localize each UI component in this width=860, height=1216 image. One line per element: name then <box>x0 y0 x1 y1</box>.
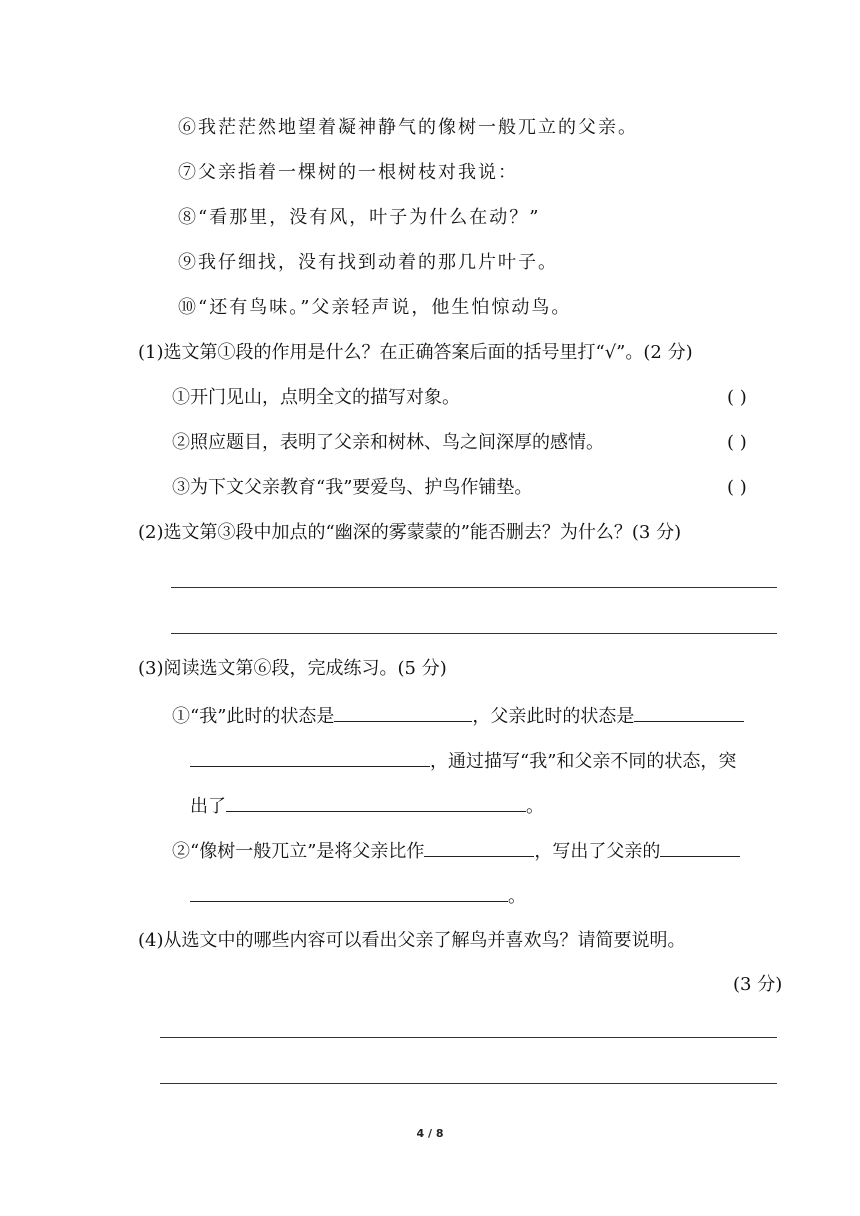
q3-p1-text-c: ，通过描写“我”和父亲不同的状态，突 <box>430 751 737 772</box>
blank-father-state[interactable] <box>634 703 744 722</box>
question-4-stem: (4)从选文中的哪些内容可以看出父亲了解鸟并喜欢鸟？请简要说明。 <box>138 930 686 951</box>
blank-father-trait[interactable] <box>660 838 740 857</box>
page-number: 4 / 8 <box>416 1127 444 1140</box>
question-1-option-3: ③为下文父亲教育“我”要爱鸟、护鸟作铺垫。 <box>172 477 533 498</box>
question-3-part-1-line-1 <box>172 703 744 729</box>
question-3-part-1-line-2 <box>190 748 736 774</box>
blank-highlights[interactable] <box>226 793 526 812</box>
passage-line-8: ⑧“看那里，没有风，叶子为什么在动？” <box>178 207 541 228</box>
question-4-score: (3 分) <box>733 974 783 995</box>
passage-line-6: ⑥我茫茫然地望着凝神静气的像树一般兀立的父亲。 <box>178 117 638 138</box>
question-1-option-2: ②照应题目，表明了父亲和树林、鸟之间深厚的感情。 <box>172 432 604 453</box>
q3-p1-text-a: ①“我”此时的状态是 <box>172 706 335 727</box>
answer-line-q4-1[interactable] <box>160 1037 777 1038</box>
q3-p2-text-c: 。 <box>508 886 526 907</box>
answer-bracket-3[interactable]: ( ) <box>727 477 747 498</box>
q3-p1-text-e: 。 <box>526 796 544 817</box>
answer-line-q4-2[interactable] <box>160 1083 777 1084</box>
passage-line-10: ⑩“还有鸟味。”父亲轻声说，他生怕惊动鸟。 <box>178 297 572 318</box>
q3-p1-text-b: ，父亲此时的状态是 <box>472 706 635 727</box>
question-1-stem: (1)选文第①段的作用是什么？在正确答案后面的括号里打“√”。(2 分) <box>138 342 693 363</box>
blank-father-state-cont[interactable] <box>190 748 430 767</box>
question-3-part-1-line-3 <box>190 793 544 819</box>
q3-p1-text-d: 出了 <box>190 796 226 817</box>
blank-father-trait-cont[interactable] <box>190 883 508 902</box>
q3-p2-text-a: ②“像树一般兀立”是将父亲比作 <box>172 841 425 862</box>
answer-bracket-1[interactable]: ( ) <box>727 387 747 408</box>
question-3-stem: (3)阅读选文第⑥段，完成练习。(5 分) <box>138 658 447 679</box>
question-3-part-2-line-2 <box>190 883 526 909</box>
answer-line-q2-1[interactable] <box>171 587 777 588</box>
blank-my-state[interactable] <box>334 703 472 722</box>
question-2-stem: (2)选文第③段中加点的“幽深的雾蒙蒙的”能否删去？为什么？(3 分) <box>138 522 682 543</box>
question-3-part-2-line-1 <box>172 838 740 864</box>
q3-p2-text-b: ，写出了父亲的 <box>534 841 661 862</box>
question-1-option-1: ①开门见山，点明全文的描写对象。 <box>172 387 460 408</box>
answer-bracket-2[interactable]: ( ) <box>727 432 747 453</box>
passage-line-9: ⑨我仔细找，没有找到动着的那几片叶子。 <box>178 252 558 273</box>
answer-line-q2-2[interactable] <box>171 633 777 634</box>
blank-compared-to[interactable] <box>424 838 534 857</box>
passage-line-7: ⑦父亲指着一棵树的一根树枝对我说： <box>178 162 518 183</box>
